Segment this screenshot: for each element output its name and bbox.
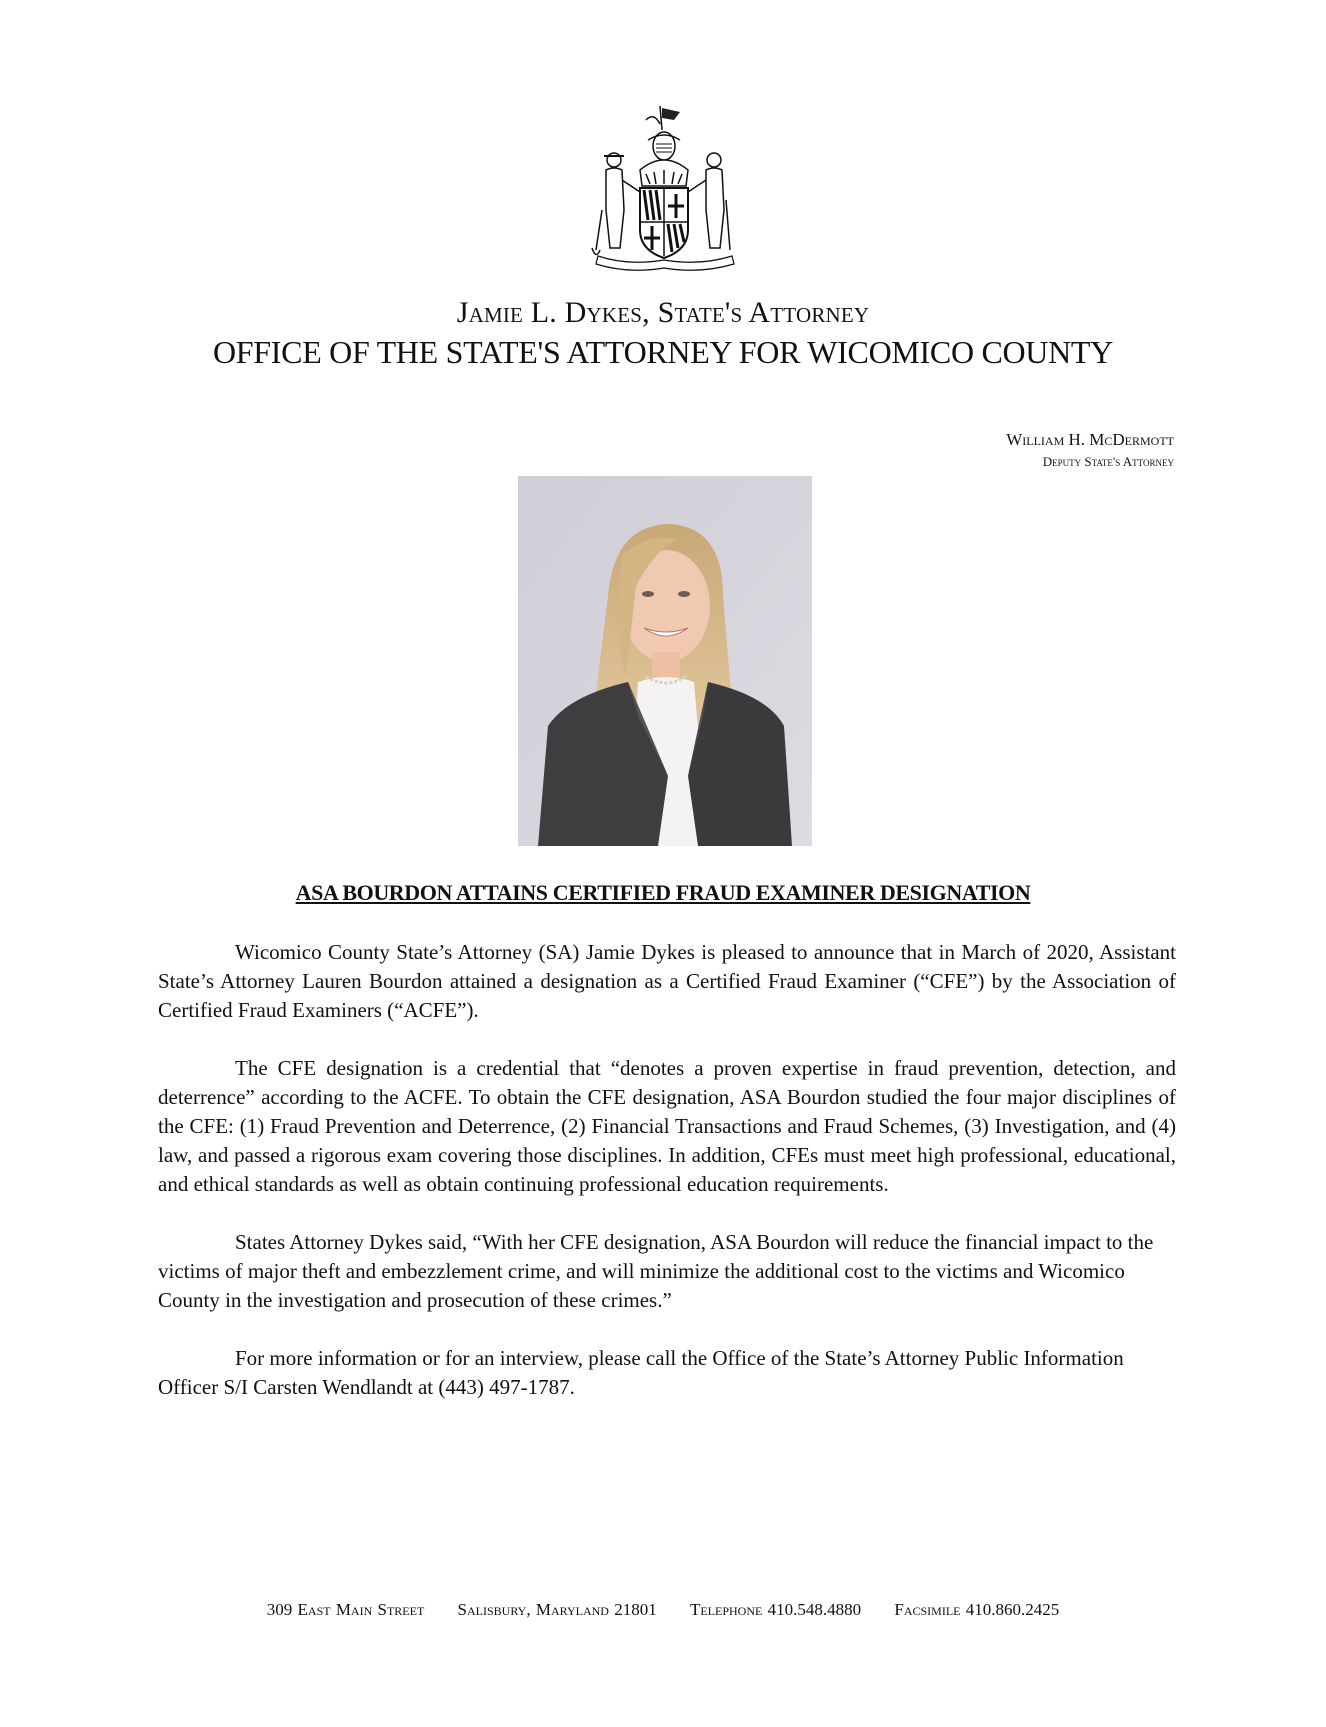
portrait-photo [518, 476, 812, 846]
footer-facsimile: Facsimile 410.860.2425 [894, 1600, 1060, 1619]
paragraph-cfe-description: The CFE designation is a credential that “denotes a proven expertise in fraud prevention, detection, and deterrence” according to the ACFE. To obtain the CFE designation, ASA Bourdon studied the four major disciplines of the CFE: (1) Fraud Prevention and Deterrence, (2) Financial Transactions and Fraud Schemes, (3) Investigation, and (4) law, and passed a rigorous exam covering those disciplines. In addition, CFEs must meet high professional, educational, and ethical standards as well as obtain continuing professional education requirements. [158, 1056, 1176, 1196]
paragraph-announcement: Wicomico County State’s Attorney (SA) Jamie Dykes is pleased to announce that in March of 2020, Assistant State’s Attorney Lauren Bourdon attained a designation as a Certified Fraud Examiner (“CFE”) by the Association of Certified Fraud Examiners (“ACFE”). [158, 940, 1176, 1022]
paragraph-quote: States Attorney Dykes said, “With her CFE designation, ASA Bourdon will reduce the financial impact to the victims of major theft and embezzlement crime, and will minimize the additional cost to the victims and Wicomico County in the investigation and prosecution of these crimes.” [158, 1230, 1154, 1312]
deputy-block [1006, 430, 1174, 470]
press-release-body [158, 938, 1176, 1431]
paragraph-contact: For more information or for an interview, please call the Office of the State’s Attorney Public Information Officer S/I Carsten Wendlandt at (443) 497-1787. [158, 1346, 1124, 1399]
deputy-title: Deputy State's Attorney [1042, 454, 1174, 469]
footer-telephone: Telephone 410.548.4880 [689, 1600, 862, 1619]
letterhead-footer [0, 1600, 1326, 1620]
press-release-headline: ASA BOURDON ATTAINS CERTIFIED FRAUD EXAMINER DESIGNATION [295, 880, 1031, 905]
deputy-name: William H. McDermott [1006, 430, 1174, 449]
attorney-name-heading: Jamie L. Dykes, State's Attorney [456, 296, 870, 329]
footer-city: Salisbury, Maryland 21801 [457, 1600, 657, 1619]
maryland-state-seal-icon [588, 100, 743, 275]
office-name-heading: OFFICE OF THE STATE'S ATTORNEY FOR WICOMICO COUNTY [212, 334, 1113, 370]
footer-address: 309 East Main Street [266, 1600, 425, 1619]
